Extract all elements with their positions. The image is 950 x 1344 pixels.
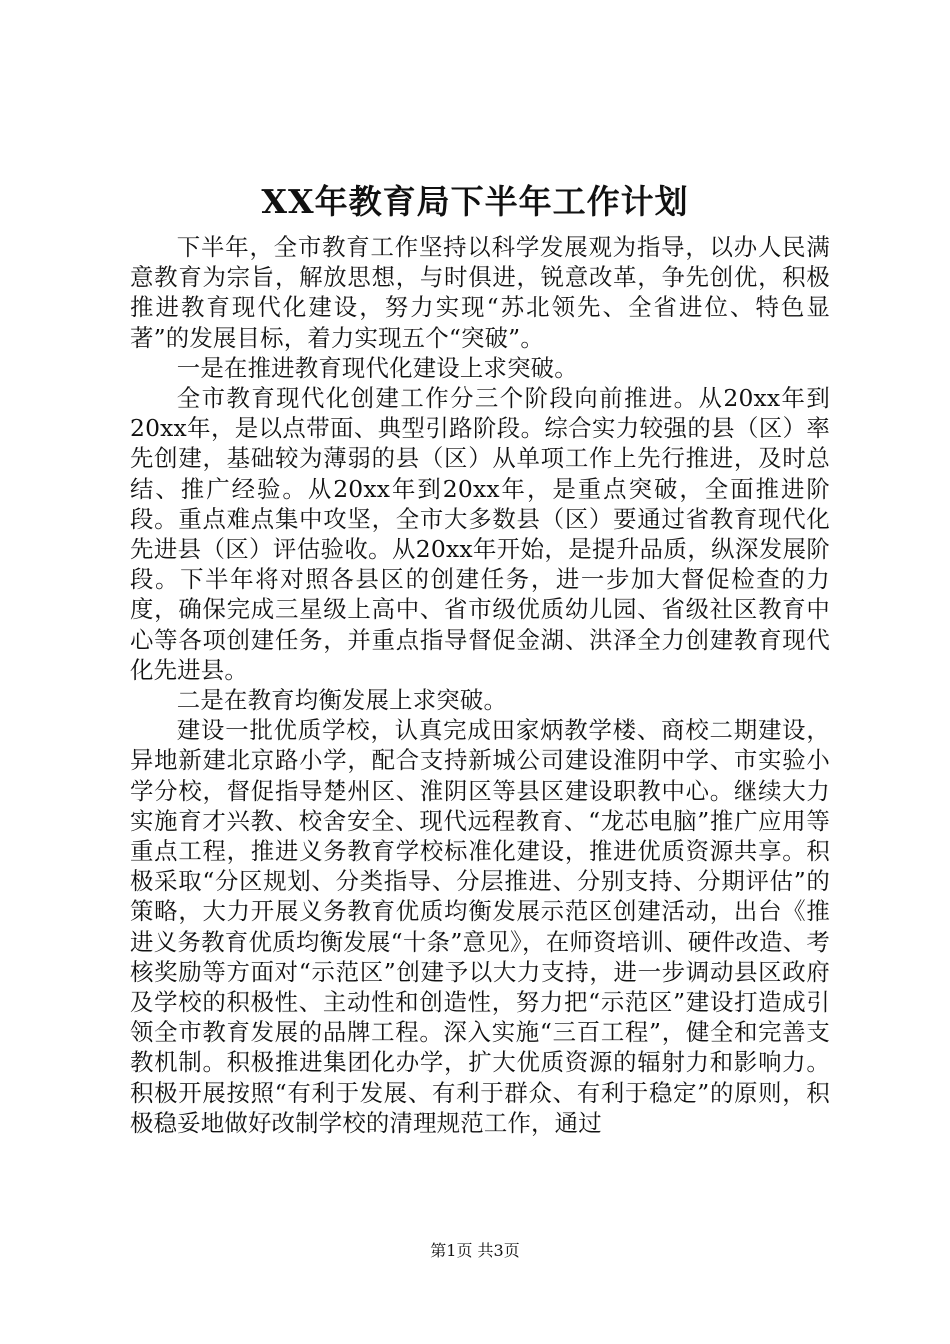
paragraph-balanced-development: 建设一批优质学校，认真完成田家炳教学楼、商校二期建设，异地新建北京路小学，配合支持新城公司建设淮阴中学、市实验小学分校，督促指导楚州区、淮阴区等县区建设职教中心。继续大力实施育才兴教、校舍安全、现代远程教育、“龙芯电脑”推广应用等重点工程，推进义务教育学校标准化建设，推进优质资源共享。积极采取“分区规划、分类指导、分层推进、分别支持、分期评估”的策略，大力开展义务教育优质均衡发展示范区创建活动，出台《推进义务教育优质均衡发展“十条”意见》，在师资培训、硬件改造、考核奖励等方面对“示范区”创建予以大力支持，进一步调动县区政府及学校的积极性、主动性和创造性，努力把“示范区”建设打造成引领全市教育发展的品牌工程。深入实施“三百工程”，健全和完善支教机制。积极推进集团化办学，扩大优质资源的辐射力和影响力。积极开展按照“有利于发展、有利于群众、有利于稳定”的原则，积极稳妥地做好改制学校的清理规范工作，通过 xyxy=(130,716,830,1137)
paragraph-heading-1: 一是在推进教育现代化建设上求突破。 xyxy=(176,353,578,382)
paragraph-intro: 下半年，全市教育工作坚持以科学发展观为指导，以办人民满意教育为宗旨，解放思想，与时俱进，锐意改革，争先创优，积极推进教育现代化建设，努力实现“苏北领先、全省进位、特色显著”的发展目标，着力实现五个“突破”。 xyxy=(130,233,830,352)
document-title: XX年教育局下半年工作计划 xyxy=(261,182,689,221)
paragraph-heading-2: 二是在教育均衡发展上求突破。 xyxy=(176,686,508,715)
page-number-footer: 第1页 共3页 xyxy=(430,1241,520,1260)
document-body xyxy=(130,232,830,1138)
paragraph-modernization: 全市教育现代化创建工作分三个阶段向前推进。从20xx年到20xx年，是以点带面、典型引路阶段。综合实力较强的县（区）率先创建，基础较为薄弱的县（区）从单项工作上先行推进，及时总结、推广经验。从20xx年到20xx年，是重点突破，全面推进阶段。重点难点集中攻坚，全市大多数县（区）要通过省教育现代化先进县（区）评估验收。从20xx年开始，是提升品质，纵深发展阶段。下半年将对照各县区的创建任务，进一步加大督促检查的力度，确保完成三星级上高中、省市级优质幼儿园、省级社区教育中心等各项创建任务，并重点指导督促金湖、洪泽全力创建教育现代化先进县。 xyxy=(130,384,830,684)
